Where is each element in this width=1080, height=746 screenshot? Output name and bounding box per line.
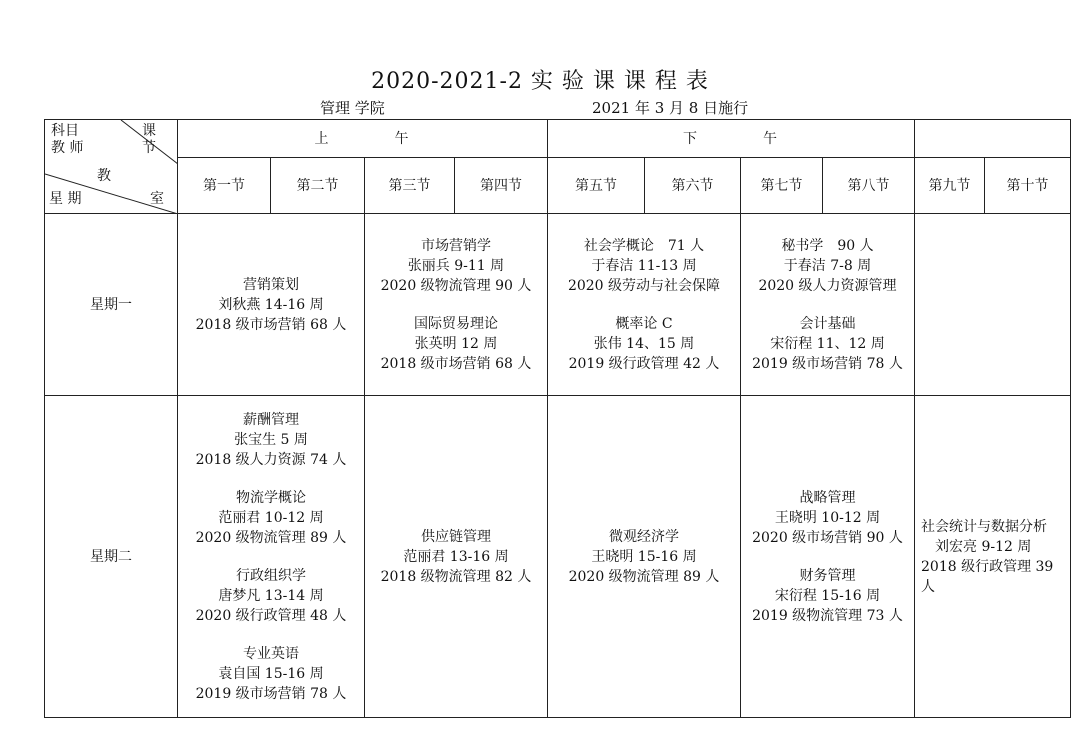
course-teacher: 王晓明 15-16 周 bbox=[591, 548, 697, 565]
page-title: 2020-2021-2 实 验 课 课 程 表 bbox=[371, 69, 709, 94]
corner-header bbox=[45, 120, 178, 214]
period-10: 第十节 bbox=[985, 158, 1071, 214]
course-block bbox=[178, 275, 364, 335]
course-class: 2018 级人力资源 74 人 bbox=[195, 451, 347, 468]
day-label: 星期二 bbox=[45, 396, 178, 718]
effective-date: 2021 年 3 月 8 日施行 bbox=[592, 99, 749, 117]
slot-cell bbox=[741, 396, 915, 718]
day-label: 星期一 bbox=[45, 214, 178, 396]
course-block bbox=[548, 236, 740, 296]
course-block bbox=[178, 488, 364, 548]
course-class: 2020 级物流管理 89 人 bbox=[195, 529, 347, 546]
course-class: 2018 级物流管理 82 人 bbox=[380, 568, 532, 585]
course-name: 战略管理 bbox=[799, 489, 856, 506]
period-9: 第九节 bbox=[915, 158, 985, 214]
course-name: 会计基础 bbox=[799, 315, 856, 332]
course-class: 2019 级市场营销 78 人 bbox=[752, 355, 903, 372]
course-class: 2018 级市场营销 68 人 bbox=[195, 316, 347, 333]
course-block bbox=[365, 314, 547, 374]
course-name: 概率论 C bbox=[615, 315, 673, 332]
day-row-tuesday bbox=[45, 396, 1071, 718]
course-name: 营销策划 bbox=[243, 276, 299, 293]
course-name: 社会统计与数据分析 bbox=[921, 518, 1047, 535]
course-class: 2019 级市场营销 78 人 bbox=[195, 685, 347, 702]
course-teacher: 王晓明 10-12 周 bbox=[774, 509, 881, 526]
slot-cell bbox=[915, 396, 1071, 718]
course-teacher: 于春洁 11-13 周 bbox=[591, 257, 697, 274]
course-name: 财务管理 bbox=[799, 567, 856, 584]
course-name: 国际贸易理论 bbox=[414, 315, 498, 332]
morning-header: 上 午 bbox=[178, 120, 548, 158]
course-class: 2019 级行政管理 42 人 bbox=[568, 355, 720, 372]
periods-row bbox=[45, 158, 1071, 214]
corner-period-2: 节 bbox=[142, 140, 156, 156]
course-class: 2020 级物流管理 90 人 bbox=[380, 277, 532, 294]
course-teacher: 张伟 14、15 周 bbox=[593, 335, 695, 352]
slot-cell-empty bbox=[915, 214, 1071, 396]
course-class: 2020 级行政管理 48 人 bbox=[195, 607, 347, 624]
halves-row bbox=[45, 120, 1071, 158]
course-teacher: 张丽兵 9-11 周 bbox=[407, 257, 505, 274]
slot-cell bbox=[548, 396, 741, 718]
course-block bbox=[365, 527, 547, 587]
corner-teacher: 教 师 bbox=[51, 140, 84, 156]
course-block bbox=[741, 488, 914, 548]
period-6: 第六节 bbox=[645, 158, 741, 214]
school-name: 管理 学院 bbox=[320, 99, 385, 117]
course-class: 2018 级行政管理 39 人 bbox=[921, 558, 1054, 595]
course-class: 2020 级市场营销 90 人 bbox=[752, 529, 903, 546]
course-name: 微观经济学 bbox=[609, 528, 679, 545]
slot-cell bbox=[365, 214, 548, 396]
evening-header bbox=[915, 120, 1071, 158]
course-name: 市场营销学 bbox=[421, 237, 491, 254]
course-name: 行政组织学 bbox=[236, 567, 306, 584]
course-name: 供应链管理 bbox=[421, 528, 491, 545]
course-teacher: 范丽君 13-16 周 bbox=[403, 548, 509, 565]
course-teacher: 袁自国 15-16 周 bbox=[218, 665, 324, 682]
course-name: 社会学概论 71 人 bbox=[583, 237, 705, 254]
corner-room: 教 bbox=[97, 168, 111, 184]
course-name: 物流学概论 bbox=[236, 489, 306, 506]
course-teacher: 刘秋燕 14-16 周 bbox=[218, 296, 324, 313]
course-teacher: 张宝生 5 周 bbox=[234, 431, 308, 448]
period-3: 第三节 bbox=[365, 158, 455, 214]
day-row-monday bbox=[45, 214, 1071, 396]
corner-subject: 科目 bbox=[51, 123, 79, 139]
course-name: 薪酬管理 bbox=[243, 411, 299, 428]
course-class: 2018 级市场营销 68 人 bbox=[380, 355, 532, 372]
course-block bbox=[178, 566, 364, 626]
course-teacher: 宋衍程 15-16 周 bbox=[774, 587, 881, 604]
period-2: 第二节 bbox=[271, 158, 365, 214]
corner-period-1: 课 bbox=[142, 123, 156, 139]
course-block bbox=[178, 410, 364, 470]
course-name: 秘书学 90 人 bbox=[781, 237, 874, 254]
period-5: 第五节 bbox=[548, 158, 645, 214]
course-block bbox=[741, 236, 914, 296]
course-block bbox=[548, 314, 740, 374]
period-8: 第八节 bbox=[823, 158, 915, 214]
period-7: 第七节 bbox=[741, 158, 823, 214]
slot-cell bbox=[178, 396, 365, 718]
slot-cell bbox=[741, 214, 915, 396]
corner-weekday: 星 期 bbox=[49, 191, 82, 207]
course-block bbox=[741, 566, 914, 626]
course-block bbox=[741, 314, 914, 374]
period-1: 第一节 bbox=[178, 158, 271, 214]
slot-cell bbox=[548, 214, 741, 396]
course-teacher: 宋衍程 11、12 周 bbox=[770, 335, 885, 352]
course-class: 2020 级物流管理 89 人 bbox=[568, 568, 720, 585]
course-teacher: 范丽君 10-12 周 bbox=[218, 509, 324, 526]
afternoon-header: 下 午 bbox=[548, 120, 915, 158]
course-class: 2020 级人力资源管理 bbox=[758, 277, 897, 294]
slot-cell bbox=[365, 396, 548, 718]
course-teacher: 张英明 12 周 bbox=[414, 335, 498, 352]
corner-room-2: 室 bbox=[150, 191, 164, 207]
slot-cell bbox=[178, 214, 365, 396]
course-class: 2020 级劳动与社会保障 bbox=[567, 277, 721, 294]
course-teacher: 于春洁 7-8 周 bbox=[783, 257, 872, 274]
course-teacher: 唐梦凡 13-14 周 bbox=[218, 587, 324, 604]
course-teacher: 刘宏亮 9-12 周 bbox=[935, 538, 1032, 555]
course-name: 专业英语 bbox=[243, 645, 299, 662]
course-block bbox=[178, 644, 364, 704]
course-class: 2019 级物流管理 73 人 bbox=[752, 607, 903, 624]
course-block bbox=[365, 236, 547, 296]
timetable bbox=[44, 119, 1071, 718]
period-4: 第四节 bbox=[455, 158, 548, 214]
course-block bbox=[548, 527, 740, 587]
course-block bbox=[921, 517, 1070, 597]
